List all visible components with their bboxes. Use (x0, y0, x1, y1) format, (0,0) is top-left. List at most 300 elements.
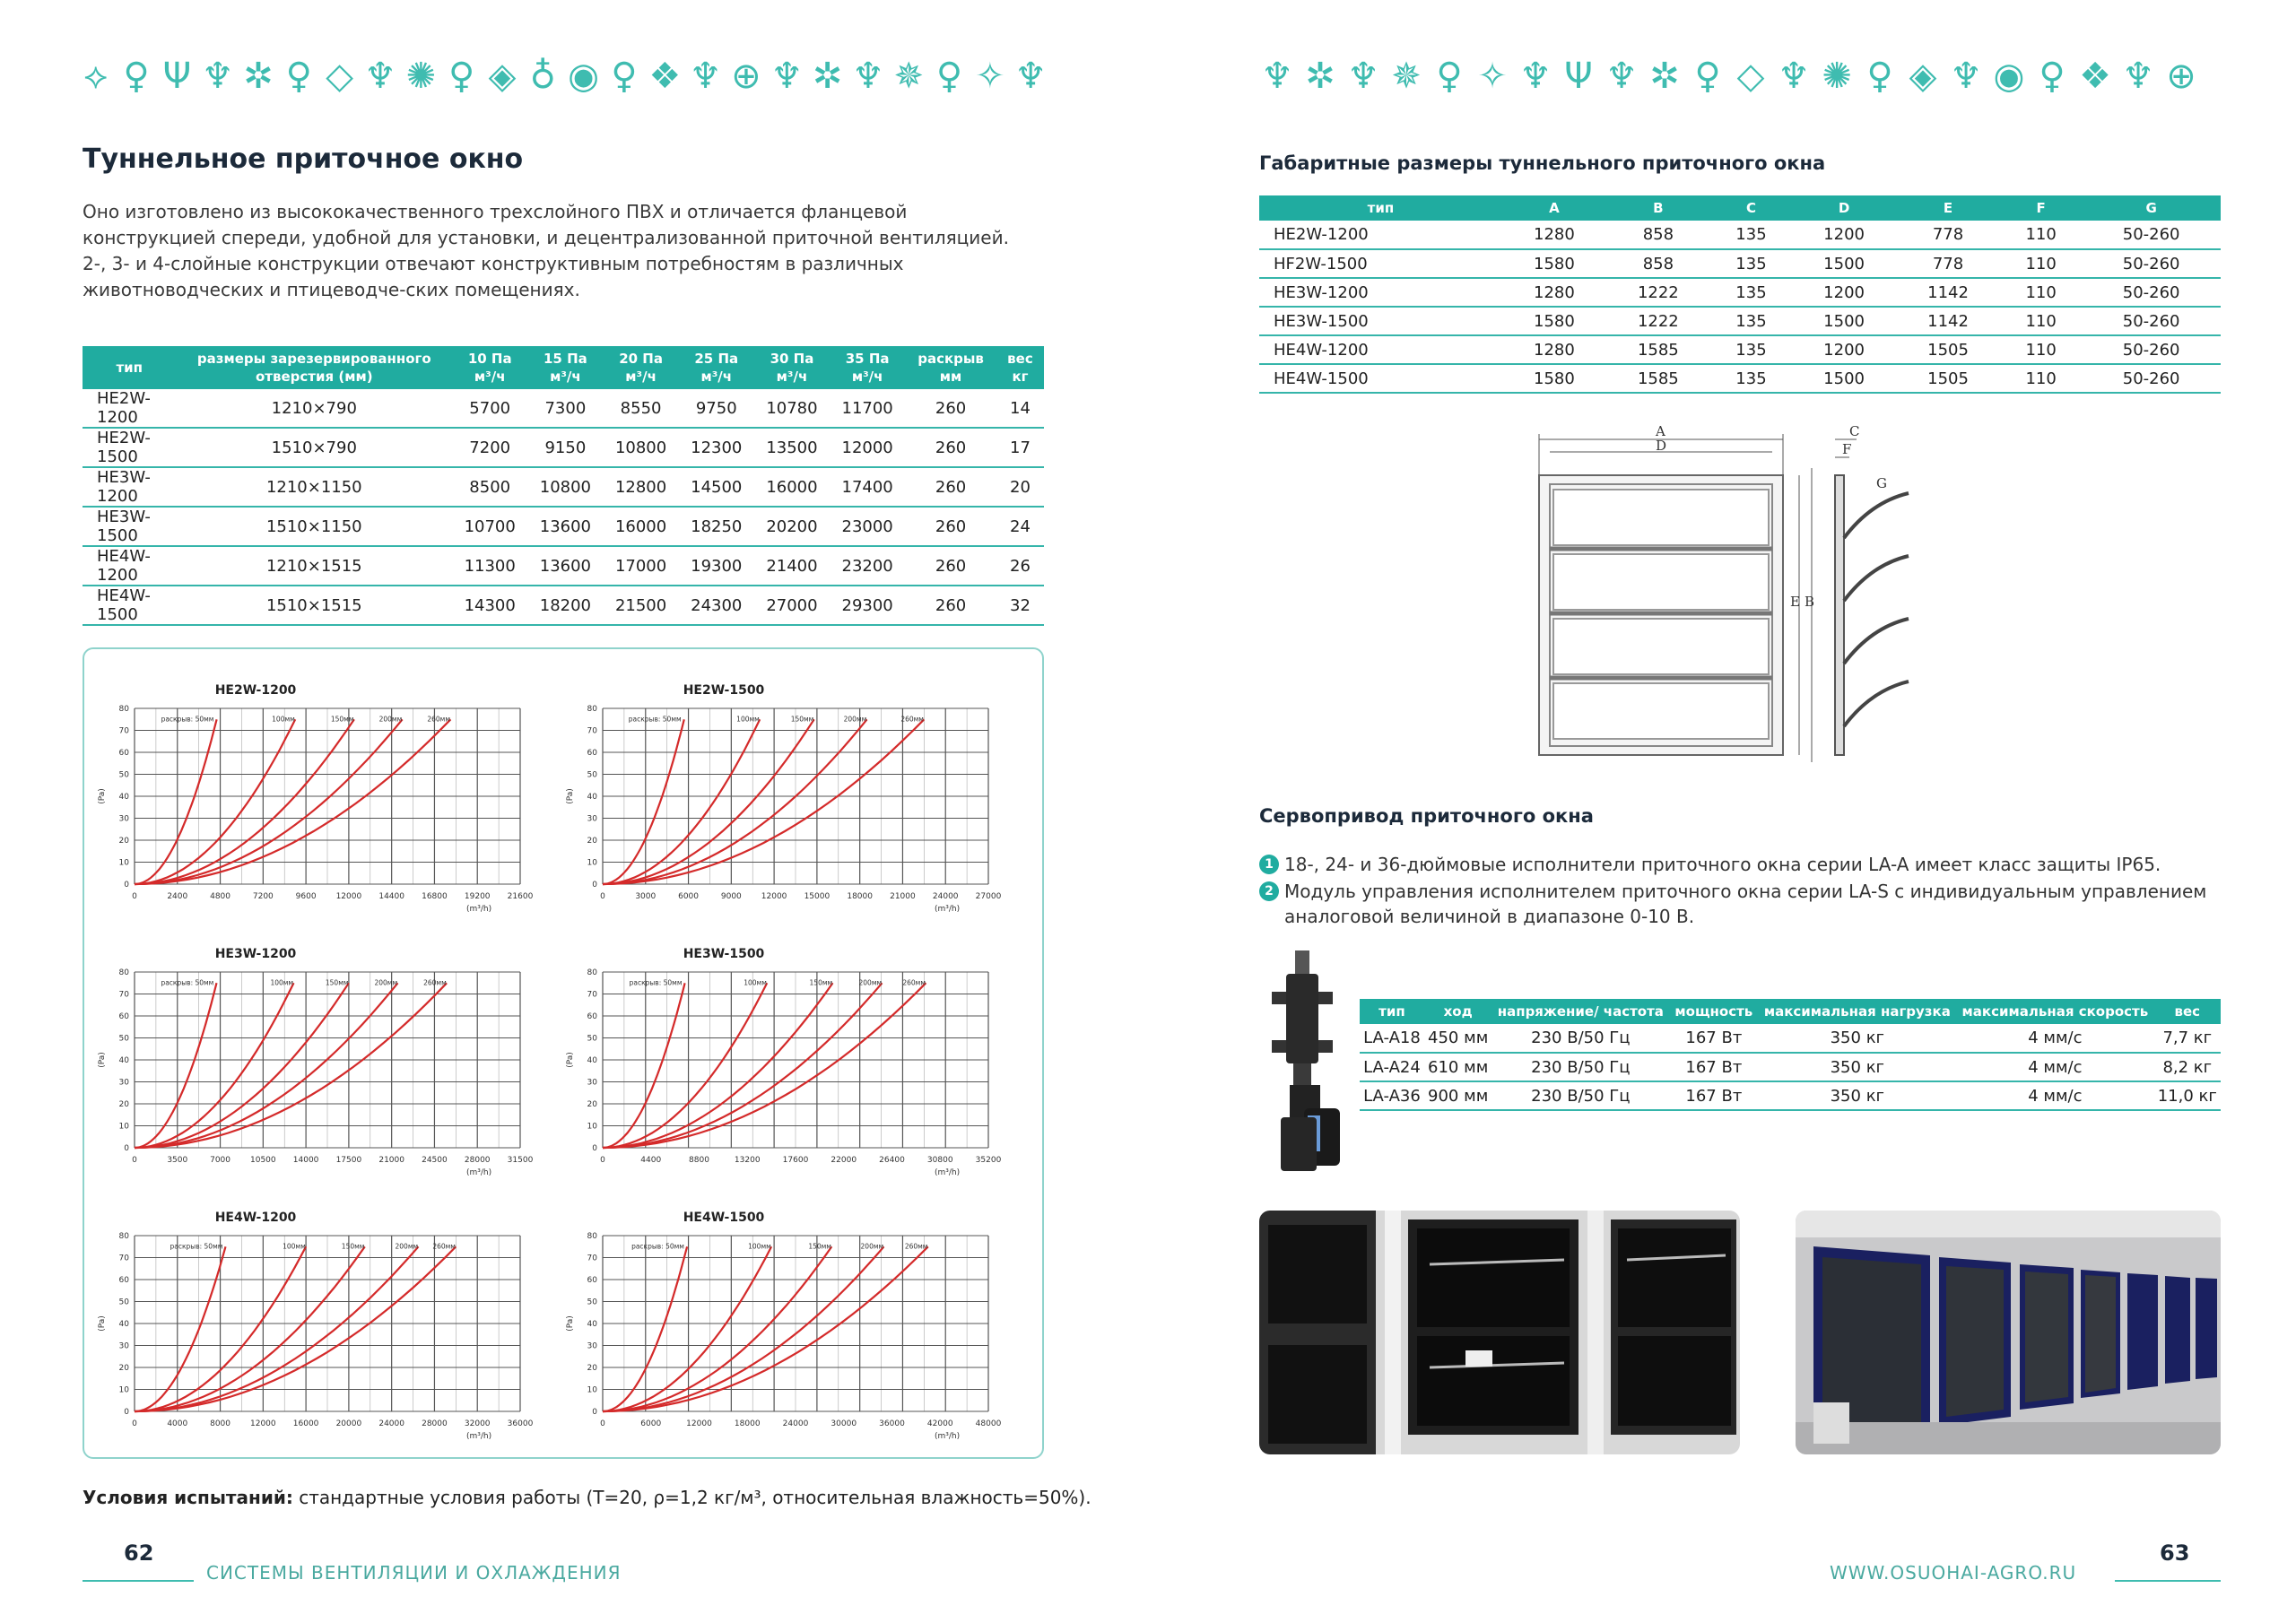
x-tick-label: 0 (600, 1419, 605, 1428)
x-tick-label: 28000 (422, 1419, 448, 1428)
table-cell: 10800 (603, 428, 678, 467)
series-line (603, 719, 684, 884)
table-row (83, 586, 1044, 625)
ornament-glyph: ♆ (770, 56, 804, 97)
table-cell: 12800 (603, 467, 678, 507)
column-header: тип (83, 346, 176, 389)
table-cell: 1210×790 (176, 389, 452, 428)
column-header: A (1502, 195, 1606, 221)
ornament-glyph: ♆ (1261, 56, 1293, 97)
table-cell: 1580 (1502, 364, 1606, 393)
series-line (135, 1246, 226, 1411)
x-tick-label: 16800 (422, 892, 448, 901)
table-cell: 4 мм/с (1956, 1081, 2153, 1110)
column-header: раскрыв мм (905, 346, 996, 389)
table-cell: 11700 (830, 389, 905, 428)
column-header: мощность (1669, 999, 1758, 1024)
footer-line-left (83, 1580, 194, 1582)
table-cell: 135 (1710, 278, 1792, 307)
x-tick-label: 14000 (292, 1156, 319, 1165)
x-tick-label: 17500 (335, 1156, 362, 1165)
series-line (603, 1246, 884, 1411)
column-header: максимальная скорость (1956, 999, 2153, 1024)
x-tick-label: 27000 (975, 892, 1002, 901)
series-label: 260мм (904, 1242, 928, 1251)
test-conditions (83, 1487, 1091, 1508)
ornament-glyph: ❖ (2079, 56, 2111, 97)
y-tick-label: 20 (587, 1100, 597, 1109)
table-row (1259, 221, 2221, 249)
y-tick-label: 60 (587, 1276, 597, 1285)
x-tick-label: 4000 (167, 1419, 188, 1428)
table-cell: 11,0 кг (2154, 1081, 2221, 1110)
ornament-glyph: ❖ (648, 56, 682, 97)
table-cell: 260 (905, 389, 996, 428)
x-tick-label: 31500 (507, 1156, 534, 1165)
table-cell: 450 мм (1424, 1024, 1492, 1053)
series-line (603, 1246, 831, 1411)
series-label: 100мм (736, 715, 760, 724)
column-header: 35 Па м³/ч (830, 346, 905, 389)
column-header: G (2082, 195, 2221, 221)
performance-table (83, 346, 1044, 626)
y-tick-label: 80 (587, 1232, 597, 1241)
x-tick-label: 36000 (507, 1419, 534, 1428)
table-cell: 1500 (1792, 249, 1896, 278)
series-line (135, 719, 295, 884)
dim-label-e: E (1790, 594, 1800, 610)
series-label: раскрыв: 50мм (629, 978, 683, 987)
ornament-glyph: ♀ (285, 56, 312, 97)
x-tick-label: 21000 (378, 1156, 404, 1165)
table-row (83, 428, 1044, 467)
y-tick-label: 30 (118, 1078, 129, 1088)
table-row (1259, 249, 2221, 278)
series-label: 100мм (272, 715, 295, 724)
table-cell: 135 (1710, 249, 1792, 278)
table-cell: 9150 (527, 428, 603, 467)
y-tick-label: 10 (118, 858, 129, 868)
y-tick-label: 60 (118, 1012, 129, 1021)
y-tick-label: 20 (587, 837, 597, 846)
table-cell: 4 мм/с (1956, 1053, 2153, 1081)
table-cell: 110 (2000, 221, 2082, 249)
ornament-glyph: ♆ (1950, 56, 1982, 97)
x-tick-label: 4800 (210, 892, 231, 901)
table-cell: 8,2 кг (2154, 1053, 2221, 1081)
series-label: раскрыв: 50мм (628, 715, 682, 724)
table-cell: 1142 (1896, 307, 2000, 335)
footer-website[interactable]: WWW.OSUOHAI-AGRO.RU (1830, 1562, 2077, 1584)
chart-panel (566, 683, 1002, 914)
bullet-text: Модуль управления исполнителем приточного окна серии LA-S с индивидуальным управлением аналоговой величиной в диапазоне 0-10 В. (1284, 881, 2207, 927)
intro-paragraph: Оно изготовлено из высококачественного трехслойного ПВХ и отличается фланцевой конструкцией спереди, удобной для установки, и децентрализованной приточной вентиляцией. 2-, 3- и 4-слойные конструкции отвечают конструктивным потребностям в различных животноводческих и птицеводче-ских помещениях. (83, 201, 1009, 300)
y-tick-label: 50 (587, 770, 597, 780)
table-cell: 13600 (527, 507, 603, 546)
page-number-right: 63 (2160, 1541, 2190, 1566)
series-label: 150мм (808, 1242, 831, 1251)
table-cell: 1280 (1502, 221, 1606, 249)
x-tick-label: 42000 (926, 1419, 953, 1428)
ornament-glyph: ♀ (2039, 56, 2066, 97)
y-tick-label: 0 (124, 881, 129, 890)
ornament-glyph: ✵ (1391, 56, 1422, 97)
table-cell: 10800 (527, 467, 603, 507)
ornament-glyph: ◉ (1993, 56, 2025, 97)
x-tick-label: 32000 (464, 1419, 491, 1428)
y-tick-label: 10 (118, 1122, 129, 1132)
table-row (1259, 278, 2221, 307)
page-title: Туннельное приточное окно (83, 143, 524, 175)
table-cell: 9750 (679, 389, 754, 428)
ornament-glyph: ⟡ (83, 56, 108, 97)
x-tick-label: 0 (132, 1156, 137, 1165)
table-cell: 10780 (754, 389, 830, 428)
actuator-image (1259, 950, 1349, 1178)
series-label: 100мм (283, 1242, 306, 1251)
table-cell: 12300 (679, 428, 754, 467)
series-line (135, 719, 354, 884)
dim-label-d: D (1656, 438, 1667, 454)
table-cell: 26 (996, 546, 1044, 586)
x-tick-label: 16000 (292, 1419, 319, 1428)
x-tick-label: 30000 (831, 1419, 857, 1428)
y-tick-label: 60 (587, 749, 597, 758)
table-cell: 167 Вт (1669, 1081, 1758, 1110)
series-line (135, 1246, 456, 1411)
y-tick-label: 40 (587, 1056, 597, 1065)
column-header: B (1606, 195, 1710, 221)
series-label: 260мм (902, 978, 926, 987)
table-cell: 16000 (754, 467, 830, 507)
x-tick-label: 12000 (686, 1419, 712, 1428)
table-cell: HE4W-1200 (1259, 335, 1502, 364)
table-cell: 50-260 (2082, 278, 2221, 307)
ornament-band-left (79, 54, 1048, 99)
y-tick-label: 30 (118, 814, 129, 824)
ornament-glyph: ♀ (1694, 56, 1721, 97)
table-cell: 1210×1515 (176, 546, 452, 586)
table-cell: 260 (905, 586, 996, 625)
table-row (1360, 1081, 2221, 1110)
table-cell: 1585 (1606, 335, 1710, 364)
table-cell: 1510×790 (176, 428, 452, 467)
y-tick-label: 30 (587, 1341, 597, 1351)
table-cell: 14300 (452, 586, 527, 625)
series-label: 150мм (330, 715, 354, 724)
dims-title: Габаритные размеры туннельного приточного окна (1259, 152, 1826, 174)
table-cell: 50-260 (2082, 249, 2221, 278)
table-row (1259, 364, 2221, 393)
column-header: тип (1259, 195, 1502, 221)
bullet-number: 2 (1259, 881, 1279, 901)
ornament-glyph: ♆ (1778, 56, 1810, 97)
table-cell: 19300 (679, 546, 754, 586)
table-cell: 23200 (830, 546, 905, 586)
table-cell: 1280 (1502, 278, 1606, 307)
table-cell: 21500 (603, 586, 678, 625)
series-line (603, 719, 867, 884)
table-cell: 8500 (452, 467, 527, 507)
series-label: 100мм (744, 978, 767, 987)
ornament-glyph: ✲ (1649, 56, 1680, 97)
table-cell: HE3W-1500 (83, 507, 176, 546)
table-cell: 135 (1710, 307, 1792, 335)
table-cell: 4 мм/с (1956, 1024, 2153, 1053)
table-cell: 1210×1150 (176, 467, 452, 507)
table-cell: 5700 (452, 389, 527, 428)
table-cell: 1142 (1896, 278, 2000, 307)
y-tick-label: 40 (118, 1320, 129, 1329)
y-axis-label: (Pa) (566, 1315, 575, 1332)
table-cell: 110 (2000, 249, 2082, 278)
bullet-item (1259, 852, 2246, 877)
table-cell: 110 (2000, 335, 2082, 364)
ornament-glyph: ◈ (488, 56, 517, 97)
ornament-glyph: ♆ (201, 56, 234, 97)
table-cell: HE2W-1500 (83, 428, 176, 467)
x-tick-label: 0 (132, 1419, 137, 1428)
series-line (135, 719, 217, 884)
table-cell: 1280 (1502, 335, 1606, 364)
table-cell: 110 (2000, 364, 2082, 393)
ornament-glyph: ✲ (1305, 56, 1335, 97)
ornament-glyph: ♆ (1014, 56, 1048, 97)
column-header: 10 Па м³/ч (452, 346, 527, 389)
actuator-table (1360, 999, 2221, 1111)
series-label: 150мм (341, 1242, 365, 1251)
ornament-glyph: ✧ (1477, 56, 1508, 97)
table-cell: LA-A36 (1360, 1081, 1424, 1110)
table-cell: 1510×1150 (176, 507, 452, 546)
table-cell: 260 (905, 467, 996, 507)
y-tick-label: 80 (587, 968, 597, 977)
column-header: максимальная нагрузка (1758, 999, 1956, 1024)
window-dimension-drawing (1516, 421, 1928, 780)
x-tick-label: 20000 (335, 1419, 362, 1428)
table-cell: 14500 (679, 467, 754, 507)
x-tick-label: 36000 (879, 1419, 905, 1428)
ornament-glyph: ◇ (1736, 56, 1765, 97)
x-tick-label: 6000 (678, 892, 700, 901)
column-header: C (1710, 195, 1792, 221)
ornament-glyph: ♆ (1519, 56, 1552, 97)
table-cell: 17000 (603, 546, 678, 586)
chart-title: HE4W-1500 (683, 1211, 765, 1225)
ornament-glyph: ♀ (448, 56, 475, 97)
series-line (135, 983, 447, 1148)
x-tick-label: 7000 (210, 1156, 231, 1165)
x-tick-label: 15000 (804, 892, 831, 901)
x-tick-label: 7200 (252, 892, 274, 901)
table-row (83, 507, 1044, 546)
series-label: 260мм (432, 1242, 456, 1251)
x-tick-label: 10500 (250, 1156, 276, 1165)
y-tick-label: 20 (118, 837, 129, 846)
table-cell: HE3W-1200 (83, 467, 176, 507)
table-cell: 24 (996, 507, 1044, 546)
y-tick-label: 20 (118, 1364, 129, 1373)
y-tick-label: 0 (592, 1144, 597, 1153)
table-cell: 50-260 (2082, 335, 2221, 364)
x-axis-label: (m³/h) (466, 1168, 492, 1177)
table-cell: 1505 (1896, 364, 2000, 393)
column-header: D (1792, 195, 1896, 221)
column-header: 20 Па м³/ч (603, 346, 678, 389)
table-row (1360, 1053, 2221, 1081)
x-tick-label: 24500 (422, 1156, 448, 1165)
series-label: раскрыв: 50мм (170, 1242, 223, 1251)
column-header: E (1896, 195, 2000, 221)
x-tick-label: 3500 (167, 1156, 188, 1165)
y-tick-label: 50 (118, 770, 129, 780)
y-axis-label: (Pa) (566, 1052, 575, 1068)
table-cell: 7300 (527, 389, 603, 428)
installation-photo-row (1796, 1211, 2221, 1454)
table-cell: 135 (1710, 335, 1792, 364)
y-tick-label: 50 (587, 1298, 597, 1307)
actuator-bullets (1259, 852, 2246, 931)
table-cell: 260 (905, 546, 996, 586)
x-tick-label: 4400 (640, 1156, 662, 1165)
x-tick-label: 18000 (847, 892, 873, 901)
y-tick-label: 30 (587, 1078, 597, 1088)
table-cell: 17400 (830, 467, 905, 507)
y-tick-label: 30 (118, 1341, 129, 1351)
table-cell: 135 (1710, 364, 1792, 393)
x-tick-label: 3000 (635, 892, 657, 901)
ornament-glyph: ✲ (812, 56, 843, 97)
y-tick-label: 0 (592, 881, 597, 890)
chart-panel (98, 947, 534, 1177)
pressure-flow-charts (83, 647, 1044, 1459)
series-line (135, 983, 398, 1148)
series-label: раскрыв: 50мм (161, 978, 214, 987)
table-cell: HF2W-1500 (1259, 249, 1502, 278)
x-tick-label: 9600 (295, 892, 317, 901)
column-header: размеры зарезервированного отверстия (мм) (176, 346, 452, 389)
test-conditions-text: стандартные условия работы (Т=20, ρ=1,2 кг/м³, относительная влажность=50%). (292, 1487, 1091, 1508)
series-line (603, 983, 685, 1148)
series-label: 200мм (395, 1242, 419, 1251)
x-tick-label: 0 (132, 892, 137, 901)
table-cell: 1222 (1606, 278, 1710, 307)
y-tick-label: 0 (124, 1408, 129, 1417)
x-tick-label: 24000 (932, 892, 959, 901)
series-line (603, 983, 883, 1148)
y-axis-label: (Pa) (98, 1052, 107, 1068)
table-cell: 1505 (1896, 335, 2000, 364)
dim-label-b: B (1805, 594, 1815, 610)
ornament-glyph: ♆ (1605, 56, 1638, 97)
y-tick-label: 10 (118, 1385, 129, 1395)
ornament-glyph: ✵ (893, 56, 924, 97)
ornament-glyph: Ψ (162, 56, 192, 97)
y-tick-label: 70 (118, 1254, 129, 1263)
footer-section-title: СИСТЕМЫ ВЕНТИЛЯЦИИ И ОХЛАЖДЕНИЯ (206, 1562, 622, 1584)
table-cell: 858 (1606, 221, 1710, 249)
table-cell: 23000 (830, 507, 905, 546)
series-label: 100мм (270, 978, 294, 987)
table-cell: 1222 (1606, 307, 1710, 335)
table-cell: 1500 (1792, 307, 1896, 335)
installation-photo-closeup (1259, 1211, 1740, 1454)
y-tick-label: 50 (587, 1034, 597, 1044)
x-tick-label: 6000 (640, 1419, 662, 1428)
x-tick-label: 12000 (335, 892, 362, 901)
y-tick-label: 60 (587, 1012, 597, 1021)
y-tick-label: 20 (118, 1100, 129, 1109)
table-cell: 610 мм (1424, 1053, 1492, 1081)
ornament-glyph: ♆ (1347, 56, 1379, 97)
table-cell: 1200 (1792, 335, 1896, 364)
table-cell: 1200 (1792, 278, 1896, 307)
table-row (83, 546, 1044, 586)
table-cell: 18200 (527, 586, 603, 625)
ornament-glyph: ♁ (529, 56, 556, 97)
chart-title: HE4W-1200 (214, 1211, 297, 1225)
x-tick-label: 0 (600, 1156, 605, 1165)
column-header: 30 Па м³/ч (754, 346, 830, 389)
x-tick-label: 12000 (761, 892, 787, 901)
actuator-title: Сервопривод приточного окна (1259, 805, 1594, 827)
series-label: 200мм (843, 715, 867, 724)
y-tick-label: 10 (587, 1385, 597, 1395)
y-tick-label: 0 (124, 1144, 129, 1153)
table-cell: 167 Вт (1669, 1053, 1758, 1081)
series-label: 150мм (325, 978, 349, 987)
table-cell: 7,7 кг (2154, 1024, 2221, 1053)
ornament-glyph: ♀ (1436, 56, 1463, 97)
table-row (83, 389, 1044, 428)
table-cell: 778 (1896, 249, 2000, 278)
y-tick-label: 50 (118, 1034, 129, 1044)
column-header: ход (1424, 999, 1492, 1024)
ornament-glyph: ♀ (123, 56, 150, 97)
ornament-glyph: ♀ (935, 56, 963, 97)
x-tick-label: 9000 (720, 892, 742, 901)
ornament-glyph: ✲ (243, 56, 274, 97)
series-label: 200мм (378, 715, 403, 724)
charts-canvas (84, 649, 1046, 1461)
test-conditions-label: Условия испытаний: (83, 1487, 293, 1508)
series-label: 200мм (374, 978, 398, 987)
page-number-left: 62 (124, 1541, 154, 1566)
table-cell: 13500 (754, 428, 830, 467)
x-tick-label: 19200 (464, 892, 491, 901)
dim-label-f: F (1842, 441, 1852, 457)
chart-title: HE3W-1200 (214, 947, 297, 961)
table-cell: 350 кг (1758, 1053, 1956, 1081)
table-cell: 32 (996, 586, 1044, 625)
table-cell: 10700 (452, 507, 527, 546)
y-tick-label: 60 (118, 1276, 129, 1285)
series-label: 260мм (423, 978, 447, 987)
x-tick-label: 21600 (507, 892, 534, 901)
table-cell: 50-260 (2082, 364, 2221, 393)
x-tick-label: 0 (600, 892, 605, 901)
table-cell: 350 кг (1758, 1024, 1956, 1053)
table-cell: 260 (905, 507, 996, 546)
table-cell: HE4W-1200 (83, 546, 176, 586)
x-tick-label: 35200 (975, 1156, 1002, 1165)
ornament-glyph: ♆ (689, 56, 722, 97)
table-cell: 13600 (527, 546, 603, 586)
table-cell: 8550 (603, 389, 678, 428)
x-tick-label: 12000 (250, 1419, 276, 1428)
table-cell: 50-260 (2082, 307, 2221, 335)
table-cell: 29300 (830, 586, 905, 625)
